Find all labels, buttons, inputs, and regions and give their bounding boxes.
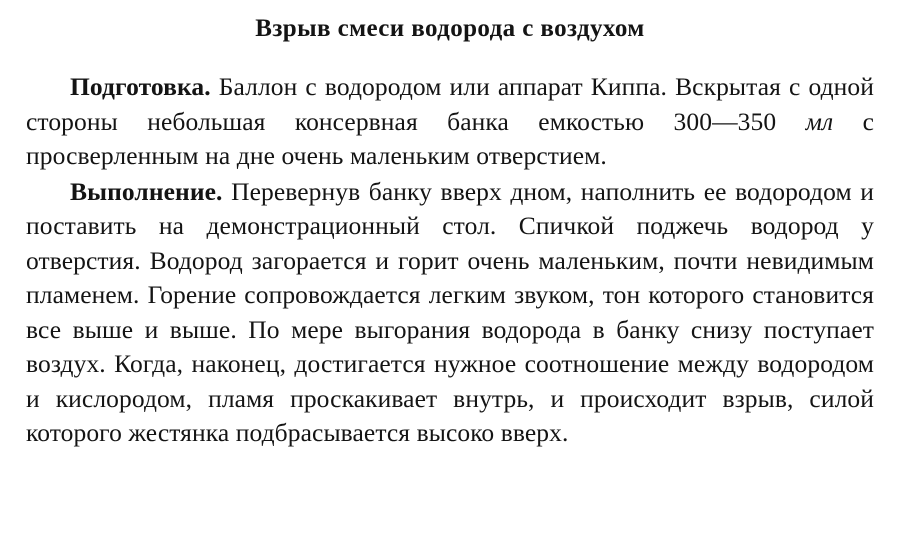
document-body [26, 70, 874, 451]
page-title: Взрыв смеси водорода с воздухом [255, 15, 645, 42]
paragraph-text-execution: Перевернув банку вверх дном, наполнить ее водородом и поставить на демонстрационный стол. Спичкой поджечь водород у отверстия. Водород загорается и горит очень маленьким, почти невидимым пламенем. Горение сопровождается легким звуком, тон которого становится все выше и выше. По мере выгорания водорода в банку снизу поступает воздух. Когда, наконец, достигается нужное соотношение между водородом и кислородом, пламя проскакивает внутрь, и происходит взрыв, силой которого жестянка подбрасывается высоко вверх. [26, 176, 874, 448]
paragraph-lead-preparation: Подготовка. [70, 72, 211, 101]
paragraph-text-preparation-part2: с просверленным на дне очень маленьким отверстием. [26, 106, 874, 171]
paragraph-italic-unit: мл [805, 106, 834, 136]
paragraph-preparation [26, 70, 874, 174]
paragraph-execution [26, 175, 874, 451]
paragraph-lead-execution: Выполнение. [70, 176, 223, 206]
paragraph-text-preparation-part1: Баллон с водородом или аппарат Киппа. Вскрытая с одной стороны небольшая консервная банка емкостью 300—350 [26, 72, 874, 136]
